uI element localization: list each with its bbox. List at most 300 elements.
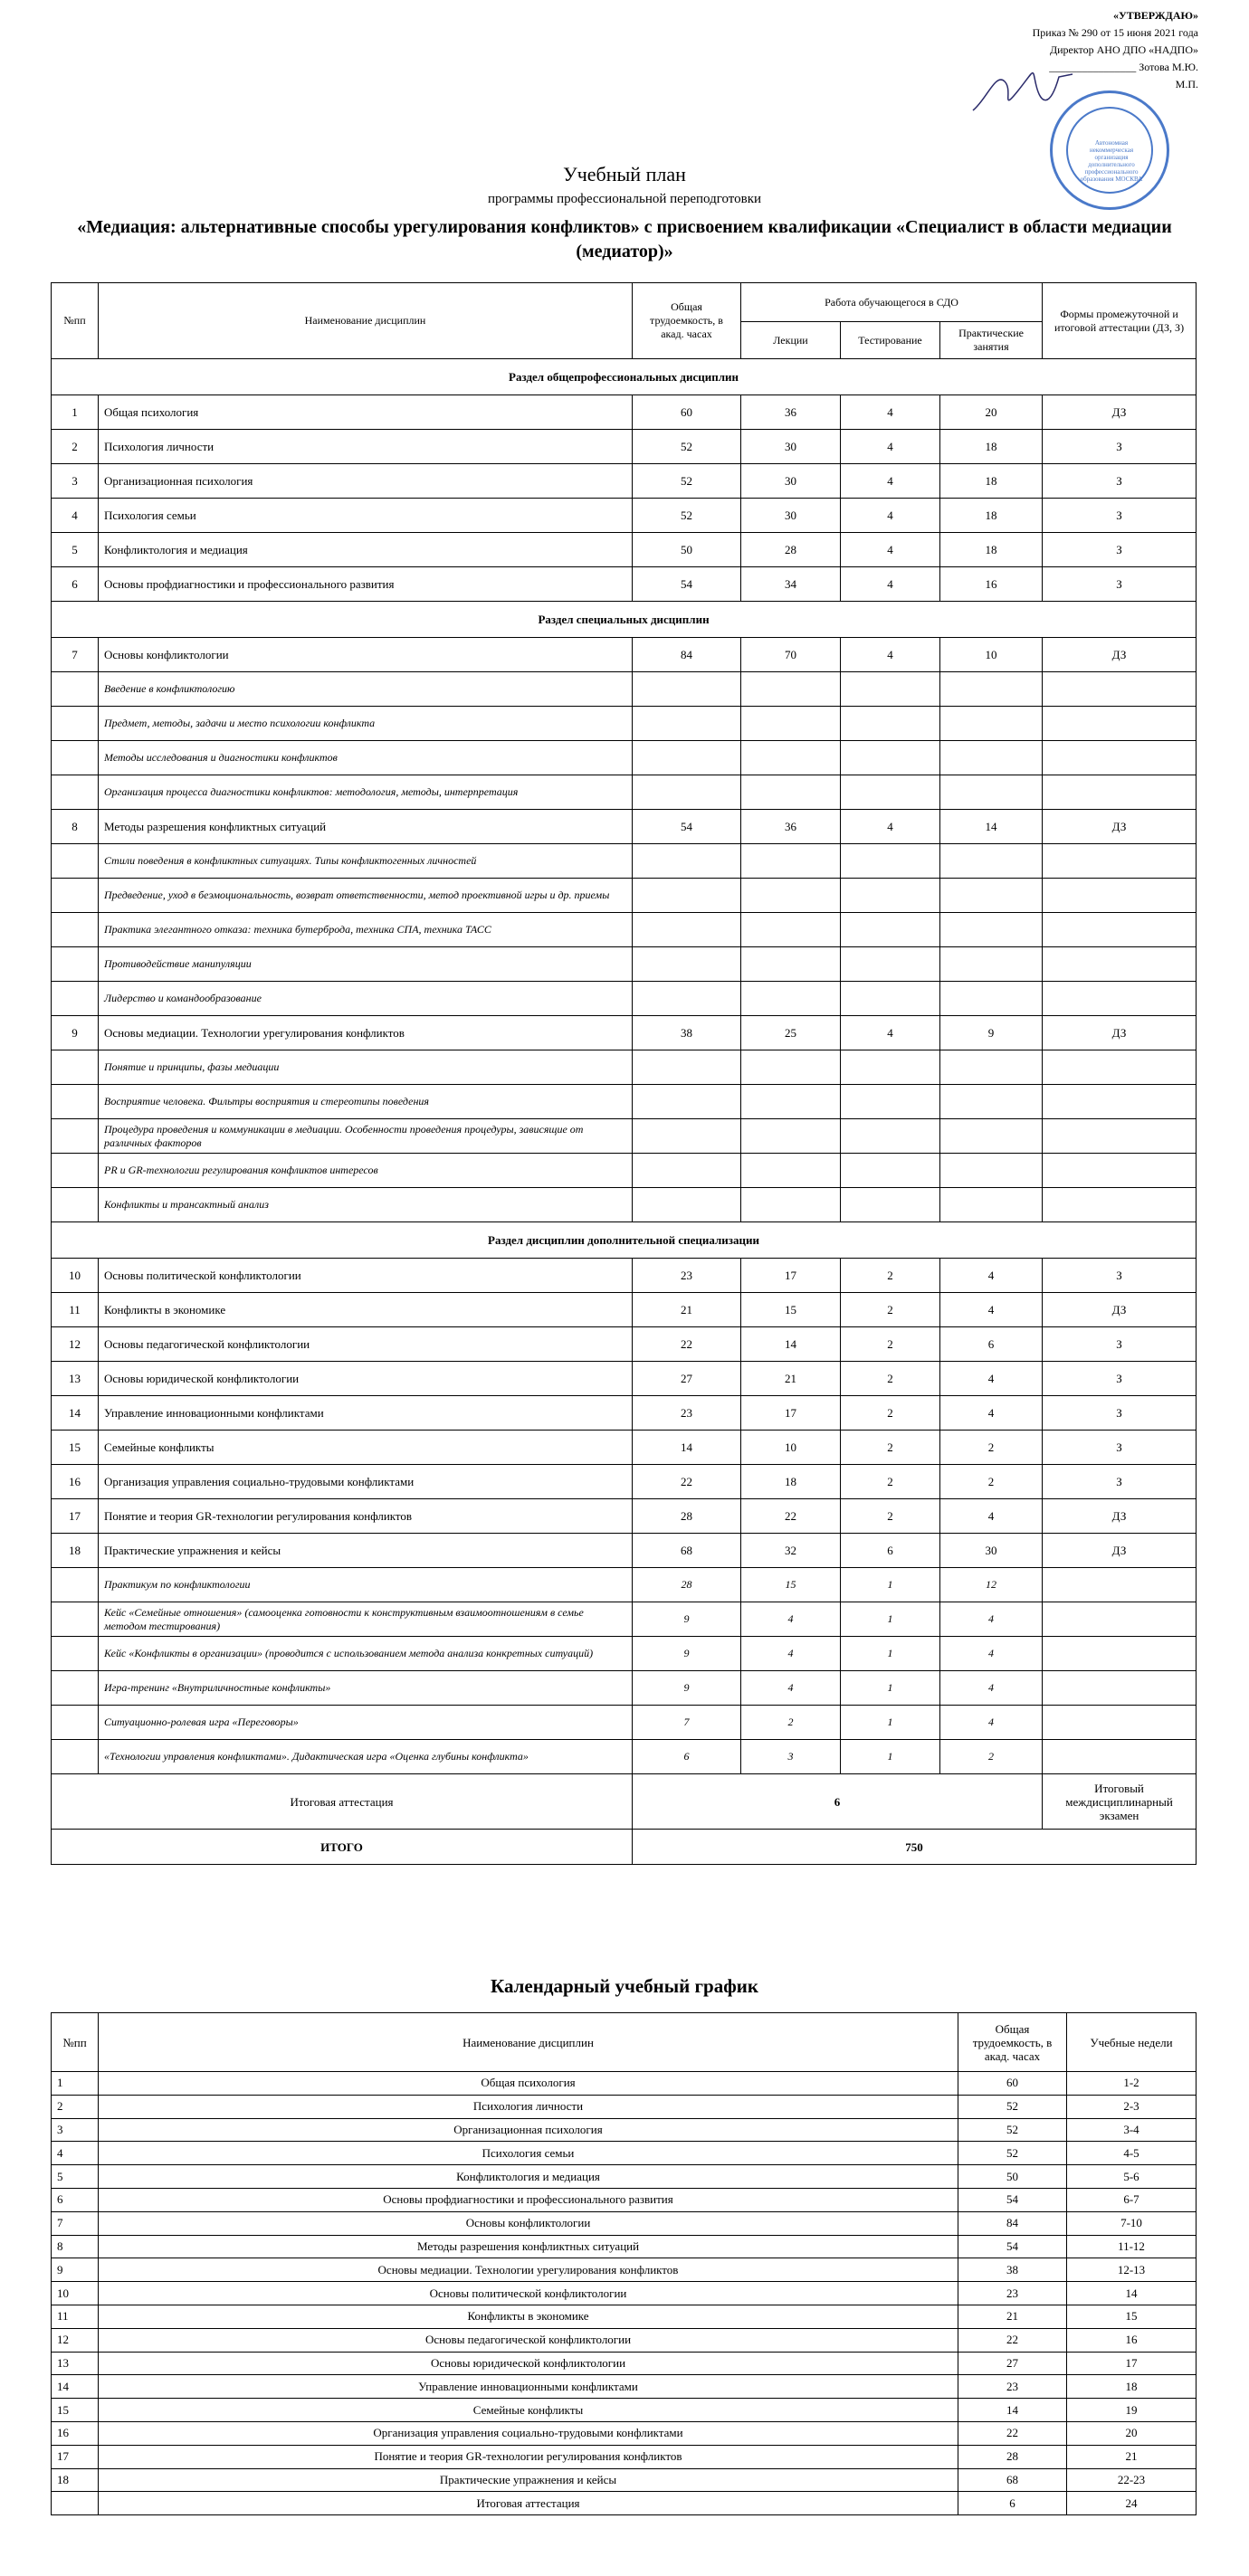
curriculum-body	[52, 359, 1197, 1774]
testing-cell: 4	[841, 810, 940, 844]
calendar-row	[52, 2375, 1197, 2399]
hours-cell: 38	[633, 1016, 741, 1050]
attestation-form-cell	[1043, 1188, 1197, 1222]
row-num	[52, 879, 99, 913]
lectures-cell: 4	[741, 1671, 841, 1706]
discipline-row	[52, 810, 1197, 844]
hours-cell: 50	[633, 533, 741, 567]
cal-discipline-name: Основы профдиагностики и профессионального развития	[99, 2188, 958, 2211]
col-header-num: №пп	[52, 283, 99, 359]
stamp-text: Автономная некоммерческая организация дополнительного профессионального образования МОСКВА	[1080, 139, 1143, 183]
hours-cell	[633, 982, 741, 1016]
hours-cell: 52	[633, 430, 741, 464]
practice-cell: 4	[940, 1362, 1043, 1396]
testing-cell: 4	[841, 499, 940, 533]
row-num	[52, 1154, 99, 1188]
practice-cell	[940, 672, 1043, 707]
practice-cell: 14	[940, 810, 1043, 844]
calendar-row	[52, 2235, 1197, 2258]
cal-hours: 52	[958, 2142, 1067, 2165]
topic-row	[52, 913, 1197, 947]
discipline-row	[52, 430, 1197, 464]
attestation-form-cell	[1043, 741, 1197, 775]
discipline-row	[52, 1259, 1197, 1293]
topic-row	[52, 707, 1197, 741]
practice-cell: 2	[940, 1740, 1043, 1774]
cal-hours: 50	[958, 2165, 1067, 2189]
practice-cell	[940, 913, 1043, 947]
attestation-form-cell: З	[1043, 1396, 1197, 1431]
attestation-form-cell: З	[1043, 499, 1197, 533]
attestation-form-cell: З	[1043, 567, 1197, 602]
hours-cell	[633, 844, 741, 879]
program-name: «Медиация: альтернативные способы урегулирования конфликтов» с присвоением квалификации «Специалист в области медиации (медиатор)»	[77, 217, 1172, 261]
testing-cell	[841, 1119, 940, 1154]
discipline-row	[52, 395, 1197, 430]
practice-cell	[940, 775, 1043, 810]
hours-cell: 9	[633, 1671, 741, 1706]
section-row	[52, 359, 1197, 395]
discipline-name: Кейс «Конфликты в организации» (проводится с использованием метода анализа конкретных ситуаций)	[99, 1637, 633, 1671]
lectures-cell: 15	[741, 1568, 841, 1602]
row-num	[52, 775, 99, 810]
cal-num: 6	[52, 2188, 99, 2211]
calendar-row	[52, 2211, 1197, 2235]
practice-cell: 4	[940, 1671, 1043, 1706]
testing-cell: 2	[841, 1465, 940, 1499]
topic-row	[52, 844, 1197, 879]
discipline-row	[52, 533, 1197, 567]
topic-row	[52, 672, 1197, 707]
lectures-cell: 36	[741, 395, 841, 430]
cal-weeks: 22-23	[1067, 2468, 1197, 2492]
attestation-form-cell	[1043, 1740, 1197, 1774]
attestation-form-cell: З	[1043, 1327, 1197, 1362]
col-header-forms: Формы промежуточной и итоговой аттестации (ДЗ, З)	[1043, 283, 1197, 359]
lectures-cell	[741, 741, 841, 775]
cal-discipline-name: Практические упражнения и кейсы	[99, 2468, 958, 2492]
row-num	[52, 1602, 99, 1637]
calendar-title: Календарный учебный график	[491, 1975, 758, 1997]
testing-cell	[841, 1050, 940, 1085]
testing-cell: 6	[841, 1534, 940, 1568]
calendar-row	[52, 2399, 1197, 2422]
attestation-form-cell: З	[1043, 533, 1197, 567]
cal-hours: 21	[958, 2305, 1067, 2328]
practice-cell: 18	[940, 533, 1043, 567]
lectures-cell: 2	[741, 1706, 841, 1740]
final-hours: 6	[633, 1774, 1043, 1830]
lectures-cell	[741, 1085, 841, 1119]
cal-weeks: 11-12	[1067, 2235, 1197, 2258]
cal-num: 5	[52, 2165, 99, 2189]
practice-cell: 6	[940, 1327, 1043, 1362]
topic-row	[52, 1050, 1197, 1085]
discipline-row	[52, 638, 1197, 672]
discipline-name: Понятие и теория GR-технологии регулирования конфликтов	[99, 1499, 633, 1534]
row-num: 6	[52, 567, 99, 602]
cal-hours: 6	[958, 2492, 1067, 2515]
calendar-row	[52, 2492, 1197, 2515]
cal-weeks: 5-6	[1067, 2165, 1197, 2189]
row-num	[52, 1050, 99, 1085]
testing-cell: 1	[841, 1706, 940, 1740]
practice-cell: 20	[940, 395, 1043, 430]
discipline-name: Кейс «Семейные отношения» (самооценка готовности к конструктивным взаимоотношениям в семье методом тестирования)	[99, 1602, 633, 1637]
discipline-name: Семейные конфликты	[99, 1431, 633, 1465]
cal-weeks: 15	[1067, 2305, 1197, 2328]
testing-cell: 2	[841, 1431, 940, 1465]
cal-discipline-name: Основы педагогической конфликтологии	[99, 2328, 958, 2352]
cal-num	[52, 2492, 99, 2515]
hours-cell: 9	[633, 1637, 741, 1671]
attestation-form-cell: З	[1043, 1259, 1197, 1293]
discipline-name: Психология личности	[99, 430, 633, 464]
lectures-cell: 3	[741, 1740, 841, 1774]
testing-cell: 2	[841, 1327, 940, 1362]
testing-cell	[841, 913, 940, 947]
lectures-cell	[741, 1154, 841, 1188]
discipline-row	[52, 1465, 1197, 1499]
cal-discipline-name: Конфликты в экономике	[99, 2305, 958, 2328]
hours-cell: 9	[633, 1602, 741, 1637]
page-subtitle: программы профессиональной переподготовки	[487, 192, 762, 206]
cal-num: 4	[52, 2142, 99, 2165]
row-num	[52, 1119, 99, 1154]
hours-cell	[633, 913, 741, 947]
cal-weeks: 7-10	[1067, 2211, 1197, 2235]
lectures-cell	[741, 1188, 841, 1222]
approval-position: Директор АНО ДПО «НАДПО»	[1049, 43, 1198, 56]
attestation-form-cell	[1043, 1119, 1197, 1154]
practice-cell	[940, 1188, 1043, 1222]
testing-cell	[841, 775, 940, 810]
lectures-cell: 30	[741, 464, 841, 499]
row-num	[52, 844, 99, 879]
testing-cell	[841, 947, 940, 982]
lectures-cell: 17	[741, 1259, 841, 1293]
cal-discipline-name: Методы разрешения конфликтных ситуаций	[99, 2235, 958, 2258]
section-row	[52, 1222, 1197, 1259]
testing-cell: 2	[841, 1499, 940, 1534]
practice-cell: 16	[940, 567, 1043, 602]
discipline-name: Организация процесса диагностики конфликтов: методология, методы, интерпретация	[99, 775, 633, 810]
row-num	[52, 741, 99, 775]
discipline-name: Практикум по конфликтологии	[99, 1568, 633, 1602]
discipline-name: Стили поведения в конфликтных ситуациях. Типы конфликтогенных личностей	[99, 844, 633, 879]
cal-header-hours: Общая трудоемкость, в акад. часах	[958, 2013, 1067, 2072]
topic-row	[52, 775, 1197, 810]
cal-discipline-name: Основы политической конфликтологии	[99, 2282, 958, 2305]
cal-weeks: 1-2	[1067, 2072, 1197, 2096]
attestation-form-cell: З	[1043, 464, 1197, 499]
attestation-form-cell: ДЗ	[1043, 395, 1197, 430]
row-num: 15	[52, 1431, 99, 1465]
cal-hours: 38	[958, 2258, 1067, 2282]
hours-cell	[633, 879, 741, 913]
testing-cell: 4	[841, 395, 940, 430]
hours-cell	[633, 1188, 741, 1222]
col-header-name: Наименование дисциплин	[99, 283, 633, 359]
discipline-name: PR и GR-технологии регулирования конфликтов интересов	[99, 1154, 633, 1188]
testing-cell	[841, 982, 940, 1016]
row-num: 7	[52, 638, 99, 672]
practice-cell: 12	[940, 1568, 1043, 1602]
cal-hours: 27	[958, 2352, 1067, 2375]
cal-weeks: 2-3	[1067, 2095, 1197, 2118]
hours-cell: 22	[633, 1327, 741, 1362]
hours-cell: 52	[633, 464, 741, 499]
cal-weeks: 14	[1067, 2282, 1197, 2305]
cal-weeks: 6-7	[1067, 2188, 1197, 2211]
cal-header-name: Наименование дисциплин	[99, 2013, 958, 2072]
testing-cell: 2	[841, 1362, 940, 1396]
discipline-row	[52, 499, 1197, 533]
practice-cell: 18	[940, 464, 1043, 499]
discipline-name: Психология семьи	[99, 499, 633, 533]
row-num: 5	[52, 533, 99, 567]
discipline-row	[52, 1327, 1197, 1362]
testing-cell: 4	[841, 533, 940, 567]
discipline-name: Противодействие манипуляции	[99, 947, 633, 982]
lectures-cell	[741, 707, 841, 741]
attestation-form-cell	[1043, 1568, 1197, 1602]
practice-cell	[940, 947, 1043, 982]
row-num	[52, 1637, 99, 1671]
cal-num: 14	[52, 2375, 99, 2399]
testing-cell: 2	[841, 1259, 940, 1293]
discipline-name: Предмет, методы, задачи и место психологии конфликта	[99, 707, 633, 741]
discipline-name: Процедура проведения и коммуникации в медиации. Особенности проведения процедуры, зависящие от различных факторов	[99, 1119, 633, 1154]
lectures-cell: 30	[741, 499, 841, 533]
lectures-cell: 70	[741, 638, 841, 672]
practice-cell	[940, 707, 1043, 741]
row-num	[52, 1706, 99, 1740]
discipline-name: Основы медиации. Технологии урегулирования конфликтов	[99, 1016, 633, 1050]
practice-cell: 4	[940, 1706, 1043, 1740]
attestation-form-cell: З	[1043, 1362, 1197, 1396]
topic-row	[52, 1602, 1197, 1637]
discipline-name: Практические упражнения и кейсы	[99, 1534, 633, 1568]
attestation-form-cell	[1043, 672, 1197, 707]
row-num	[52, 982, 99, 1016]
attestation-form-cell: ДЗ	[1043, 1293, 1197, 1327]
hours-cell	[633, 672, 741, 707]
hours-cell: 54	[633, 810, 741, 844]
calendar-row	[52, 2352, 1197, 2375]
row-num	[52, 1188, 99, 1222]
cal-header-num: №пп	[52, 2013, 99, 2072]
attestation-form-cell	[1043, 982, 1197, 1016]
testing-cell: 4	[841, 430, 940, 464]
row-num: 9	[52, 1016, 99, 1050]
cal-num: 11	[52, 2305, 99, 2328]
lectures-cell: 4	[741, 1602, 841, 1637]
discipline-row	[52, 1396, 1197, 1431]
practice-cell	[940, 1085, 1043, 1119]
hours-cell: 22	[633, 1465, 741, 1499]
calendar-row	[52, 2072, 1197, 2096]
testing-cell: 1	[841, 1671, 940, 1706]
cal-discipline-name: Итоговая аттестация	[99, 2492, 958, 2515]
discipline-row	[52, 1016, 1197, 1050]
hours-cell: 84	[633, 638, 741, 672]
hours-cell: 28	[633, 1499, 741, 1534]
row-num	[52, 947, 99, 982]
testing-cell: 4	[841, 567, 940, 602]
cal-num: 7	[52, 2211, 99, 2235]
discipline-name: Организационная психология	[99, 464, 633, 499]
row-num: 14	[52, 1396, 99, 1431]
testing-cell	[841, 879, 940, 913]
cal-hours: 14	[958, 2399, 1067, 2422]
testing-cell: 4	[841, 638, 940, 672]
cal-weeks: 16	[1067, 2328, 1197, 2352]
row-num: 12	[52, 1327, 99, 1362]
lectures-cell: 36	[741, 810, 841, 844]
hours-cell: 68	[633, 1534, 741, 1568]
discipline-name: «Технологии управления конфликтами». Дидактическая игра «Оценка глубины конфликта»	[99, 1740, 633, 1774]
attestation-form-cell	[1043, 913, 1197, 947]
cal-hours: 52	[958, 2118, 1067, 2142]
practice-cell	[940, 879, 1043, 913]
discipline-name: Основы политической конфликтологии	[99, 1259, 633, 1293]
total-label: ИТОГО	[52, 1830, 633, 1865]
lectures-cell: 28	[741, 533, 841, 567]
hours-cell: 7	[633, 1706, 741, 1740]
approval-mp: М.П.	[1175, 78, 1198, 90]
attestation-form-cell: ДЗ	[1043, 1534, 1197, 1568]
row-num: 13	[52, 1362, 99, 1396]
testing-cell: 4	[841, 464, 940, 499]
row-num: 4	[52, 499, 99, 533]
discipline-name: Практика элегантного отказа: техника бутерброда, техника СПА, техника ТАСС	[99, 913, 633, 947]
attestation-form-cell: ДЗ	[1043, 1499, 1197, 1534]
attestation-form-cell	[1043, 775, 1197, 810]
hours-cell: 23	[633, 1259, 741, 1293]
cal-weeks: 21	[1067, 2445, 1197, 2468]
hours-cell: 27	[633, 1362, 741, 1396]
final-label: Итоговая аттестация	[52, 1774, 633, 1830]
calendar-row	[52, 2305, 1197, 2328]
final-attestation-row	[52, 1774, 1197, 1830]
hours-cell	[633, 1119, 741, 1154]
practice-cell	[940, 1050, 1043, 1085]
attestation-form-cell	[1043, 844, 1197, 879]
section-title: Раздел специальных дисциплин	[52, 602, 1197, 638]
col-header-testing: Тестирование	[841, 322, 940, 359]
cal-hours: 28	[958, 2445, 1067, 2468]
calendar-row	[52, 2142, 1197, 2165]
lectures-cell: 25	[741, 1016, 841, 1050]
hours-cell: 60	[633, 395, 741, 430]
topic-row	[52, 947, 1197, 982]
discipline-name: Общая психология	[99, 395, 633, 430]
topic-row	[52, 1568, 1197, 1602]
lectures-cell: 22	[741, 1499, 841, 1534]
testing-cell: 1	[841, 1568, 940, 1602]
hours-cell	[633, 741, 741, 775]
hours-cell	[633, 775, 741, 810]
cal-weeks: 3-4	[1067, 2118, 1197, 2142]
cal-discipline-name: Управление инновационными конфликтами	[99, 2375, 958, 2399]
practice-cell: 4	[940, 1602, 1043, 1637]
cal-hours: 23	[958, 2375, 1067, 2399]
cal-hours: 52	[958, 2095, 1067, 2118]
calendar-row	[52, 2282, 1197, 2305]
discipline-row	[52, 1431, 1197, 1465]
row-num	[52, 707, 99, 741]
practice-cell	[940, 741, 1043, 775]
cal-num: 12	[52, 2328, 99, 2352]
lectures-cell: 32	[741, 1534, 841, 1568]
attestation-form-cell	[1043, 947, 1197, 982]
testing-cell	[841, 741, 940, 775]
page-title: Учебный план	[563, 163, 686, 185]
testing-cell: 4	[841, 1016, 940, 1050]
practice-cell: 18	[940, 430, 1043, 464]
cal-num: 10	[52, 2282, 99, 2305]
cal-weeks: 24	[1067, 2492, 1197, 2515]
cal-hours: 84	[958, 2211, 1067, 2235]
cal-weeks: 4-5	[1067, 2142, 1197, 2165]
discipline-name: Предведение, уход в беэмоциональность, возврат ответственности, метод проективной игры и др. приемы	[99, 879, 633, 913]
section-title: Раздел общепрофессиональных дисциплин	[52, 359, 1197, 395]
cal-hours: 22	[958, 2421, 1067, 2445]
hours-cell: 54	[633, 567, 741, 602]
discipline-name: Игра-тренинг «Внутриличностные конфликты»	[99, 1671, 633, 1706]
lectures-cell	[741, 844, 841, 879]
lectures-cell	[741, 672, 841, 707]
cal-discipline-name: Семейные конфликты	[99, 2399, 958, 2422]
discipline-name: Конфликтология и медиация	[99, 533, 633, 567]
col-header-work: Работа обучающегося в СДО	[741, 283, 1043, 322]
cal-weeks: 12-13	[1067, 2258, 1197, 2282]
topic-row	[52, 879, 1197, 913]
total-row	[52, 1830, 1197, 1865]
discipline-name: Организация управления социально-трудовыми конфликтами	[99, 1465, 633, 1499]
topic-row	[52, 982, 1197, 1016]
discipline-row	[52, 1499, 1197, 1534]
practice-cell: 30	[940, 1534, 1043, 1568]
lectures-cell	[741, 947, 841, 982]
lectures-cell: 34	[741, 567, 841, 602]
section-title: Раздел дисциплин дополнительной специализации	[52, 1222, 1197, 1259]
lectures-cell: 30	[741, 430, 841, 464]
cal-weeks: 17	[1067, 2352, 1197, 2375]
discipline-row	[52, 567, 1197, 602]
attestation-form-cell	[1043, 1050, 1197, 1085]
testing-cell: 2	[841, 1396, 940, 1431]
topic-row	[52, 1671, 1197, 1706]
cal-discipline-name: Конфликтология и медиация	[99, 2165, 958, 2189]
cal-hours: 54	[958, 2188, 1067, 2211]
cal-hours: 54	[958, 2235, 1067, 2258]
cal-discipline-name: Понятие и теория GR-технологии регулирования конфликтов	[99, 2445, 958, 2468]
attestation-form-cell: З	[1043, 1431, 1197, 1465]
testing-cell: 2	[841, 1293, 940, 1327]
cal-num: 16	[52, 2421, 99, 2445]
practice-cell: 4	[940, 1293, 1043, 1327]
practice-cell: 10	[940, 638, 1043, 672]
calendar-row	[52, 2165, 1197, 2189]
cal-num: 13	[52, 2352, 99, 2375]
hours-cell: 6	[633, 1740, 741, 1774]
attestation-form-cell	[1043, 1637, 1197, 1671]
hours-cell: 28	[633, 1568, 741, 1602]
lectures-cell: 14	[741, 1327, 841, 1362]
cal-weeks: 20	[1067, 2421, 1197, 2445]
